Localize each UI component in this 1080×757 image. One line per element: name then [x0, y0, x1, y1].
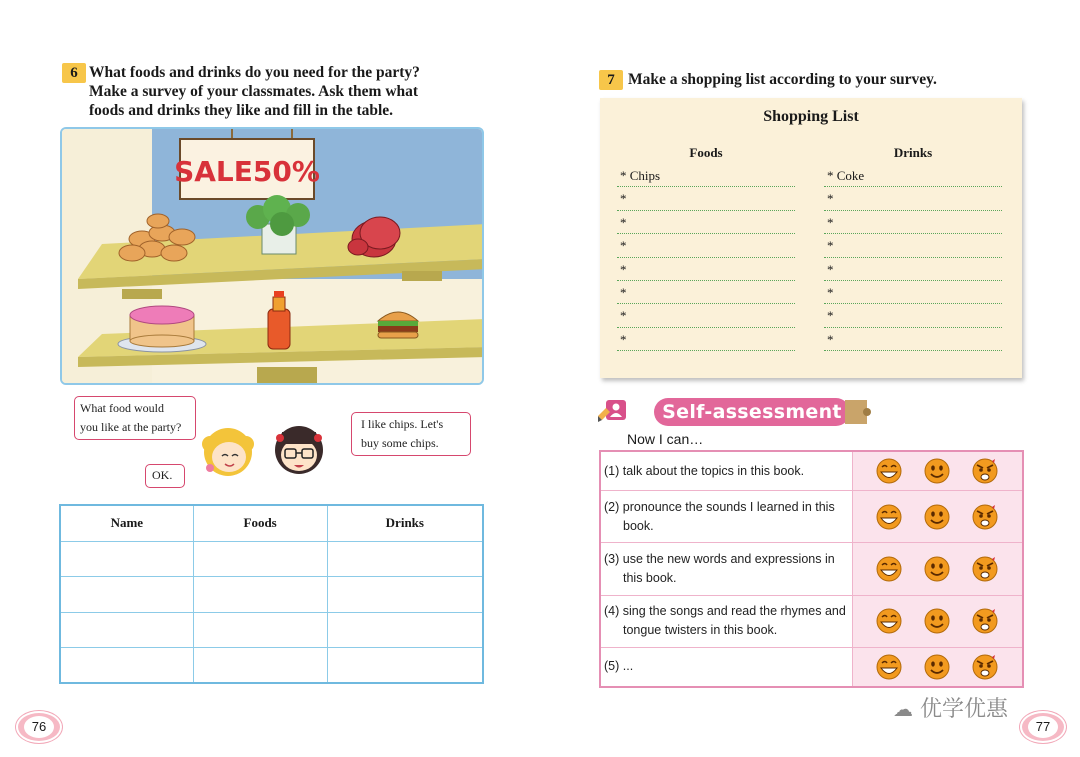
laughing-face-icon[interactable] [865, 658, 913, 675]
shop-shelf-illustration [60, 127, 484, 385]
survey-table [59, 504, 484, 684]
self-assessment-statement: (5) ... [600, 647, 852, 687]
self-assessment-row [600, 595, 1023, 647]
smiling-face-icon[interactable] [913, 462, 961, 479]
shopping-drinks-item[interactable]: * [824, 258, 1002, 281]
torn-paper-edge [600, 366, 1022, 382]
page-number-right-text: 77 [1028, 716, 1058, 738]
sale-sign-text: SALE50% [174, 155, 320, 188]
laughing-face-icon[interactable] [865, 560, 913, 577]
survey-cell[interactable] [60, 612, 193, 648]
pencil-person-icon [598, 398, 628, 424]
self-assessment-table [599, 450, 1024, 688]
task-6-line-1: What foods and drinks do you need for the party? [89, 64, 420, 81]
survey-row [60, 612, 483, 648]
smiling-face-icon[interactable] [913, 507, 961, 524]
survey-cell[interactable] [327, 541, 483, 577]
survey-cell[interactable] [193, 648, 327, 684]
shopping-list-paper [600, 98, 1022, 378]
laughing-face-icon[interactable] [865, 462, 913, 479]
task-6-line-2: Make a survey of your classmates. Ask them what [89, 83, 419, 100]
smiling-face-icon[interactable] [913, 612, 961, 629]
reply-speech-bubble [351, 412, 471, 456]
reply-line-1: I like chips. Let's [361, 417, 444, 431]
survey-cell[interactable] [327, 648, 483, 684]
survey-row [60, 577, 483, 613]
survey-cell[interactable] [60, 541, 193, 577]
survey-header-name: Name [60, 505, 193, 541]
shopping-drinks-item[interactable]: * [824, 281, 1002, 304]
shopping-foods-item[interactable]: * [617, 328, 795, 351]
self-assessment-faces [852, 647, 1023, 687]
survey-row [60, 648, 483, 684]
shopping-foods-header: Foods [689, 145, 723, 160]
question-line-1: What food would [80, 401, 164, 415]
shopping-foods-item[interactable]: * [617, 258, 795, 281]
shopping-drinks-item[interactable]: * Coke [824, 164, 1002, 187]
self-assessment-statement: (2) pronounce the sounds I learned in this book. [600, 491, 852, 543]
now-i-can-text: Now I can… [627, 431, 704, 447]
page-number-left [16, 711, 62, 743]
survey-cell[interactable] [327, 612, 483, 648]
shopping-drinks-item[interactable]: * [824, 211, 1002, 234]
shopping-foods-item[interactable]: * [617, 281, 795, 304]
shopping-drinks-header: Drinks [893, 145, 933, 160]
scroll-curl-icon [845, 398, 871, 426]
self-assessment-statement: (4) sing the songs and read the rhymes and tongue twisters in this book. [600, 595, 852, 647]
smiling-face-icon[interactable] [913, 560, 961, 577]
shop-scene-drawing [62, 129, 484, 385]
shopping-foods-item[interactable]: * [617, 211, 795, 234]
self-assessment-statement: (3) use the new words and expressions in this book. [600, 543, 852, 595]
shopping-foods-item[interactable]: * [617, 187, 795, 210]
survey-cell[interactable] [193, 541, 327, 577]
angry-face-icon[interactable] [961, 612, 1009, 629]
survey-cell[interactable] [60, 648, 193, 684]
question-line-2: you like at the party? [80, 420, 182, 434]
self-assessment-faces [852, 491, 1023, 543]
page-number-right [1020, 711, 1066, 743]
shopping-drinks-item[interactable]: * [824, 234, 1002, 257]
self-assessment-row [600, 543, 1023, 595]
survey-cell[interactable] [60, 577, 193, 613]
survey-cell[interactable] [193, 612, 327, 648]
shopping-list-title: Shopping List [763, 108, 859, 125]
laughing-face-icon[interactable] [865, 507, 913, 524]
girl-blonde-avatar [198, 424, 258, 480]
survey-cell[interactable] [327, 577, 483, 613]
task-6-instructions [89, 63, 420, 120]
angry-face-icon[interactable] [961, 560, 1009, 577]
ok-speech-bubble: OK. [145, 464, 185, 488]
survey-header-foods: Foods [193, 505, 327, 541]
watermark-text [893, 692, 1008, 723]
task-7-instructions: Make a shopping list according to your survey. [628, 71, 937, 88]
task-6-line-3: foods and drinks they like and fill in the table. [89, 102, 394, 119]
self-assessment-faces [852, 543, 1023, 595]
survey-row [60, 541, 483, 577]
girl-glasses-avatar [272, 424, 326, 478]
shopping-foods-item[interactable]: * [617, 304, 795, 327]
wechat-icon: ☁ [893, 697, 913, 721]
self-assessment-banner: Self-assessment [654, 398, 850, 426]
task-7-number: 7 [599, 70, 623, 90]
shopping-foods-item[interactable]: * Chips [617, 164, 795, 187]
angry-face-icon[interactable] [961, 507, 1009, 524]
shopping-foods-item[interactable]: * [617, 234, 795, 257]
self-assessment-row [600, 647, 1023, 687]
question-speech-bubble [74, 396, 196, 440]
self-assessment-row [600, 491, 1023, 543]
shopping-drinks-item[interactable]: * [824, 328, 1002, 351]
angry-face-icon[interactable] [961, 658, 1009, 675]
watermark-label: 优学优惠 [920, 697, 1009, 722]
survey-cell[interactable] [193, 577, 327, 613]
reply-line-2: buy some chips. [361, 436, 439, 450]
self-assessment-faces [852, 451, 1023, 491]
angry-face-icon[interactable] [961, 462, 1009, 479]
self-assessment-faces [852, 595, 1023, 647]
smiling-face-icon[interactable] [913, 658, 961, 675]
laughing-face-icon[interactable] [865, 612, 913, 629]
shopping-drinks-item[interactable]: * [824, 187, 1002, 210]
self-assessment-row [600, 451, 1023, 491]
shopping-drinks-item[interactable]: * [824, 304, 1002, 327]
self-assessment-statement: (1) talk about the topics in this book. [600, 451, 852, 491]
page-number-left-text: 76 [24, 716, 54, 738]
task-6-number: 6 [62, 63, 86, 83]
survey-header-drinks: Drinks [327, 505, 483, 541]
